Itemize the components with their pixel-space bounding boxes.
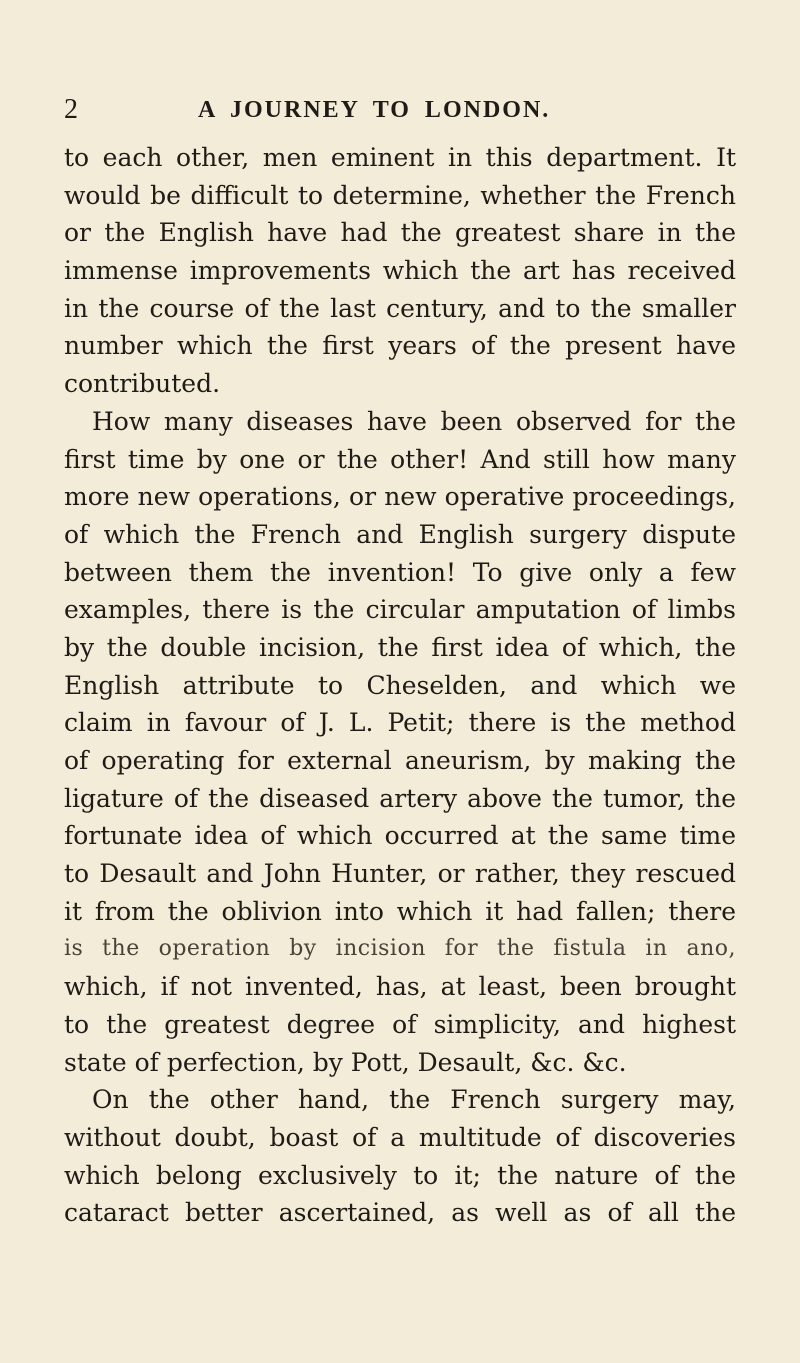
text-line: between them the invention! To give only a few xyxy=(64,557,736,587)
text-line: cataract better ascertained, as well as of all the xyxy=(64,1198,736,1228)
text-line: fortunate idea of which occurred at the same time xyxy=(64,821,736,851)
text-line: English attribute to Cheselden, and which we xyxy=(64,670,736,700)
text-line: by the double incision, the first idea of which, the xyxy=(64,632,736,662)
paragraph-start: How many diseases have been observed for the xyxy=(92,406,736,436)
text-line: is the operation by incision for the fistula in ano, xyxy=(64,936,736,962)
text-line: or the English have had the greatest share in the xyxy=(64,218,736,248)
text-line: of operating for external aneurism, by making the xyxy=(64,746,736,775)
text-line: number which the first years of the present have xyxy=(64,331,736,361)
text-line: which, if not invented, has, at least, been brought xyxy=(64,972,736,1002)
text-line: examples, there is the circular amputation of limbs xyxy=(64,595,736,625)
paragraph-start: On the other hand, the French surgery may, xyxy=(92,1085,736,1115)
text-line: first time by one or the other! And still how many xyxy=(64,444,736,474)
body-text xyxy=(64,139,736,1232)
running-head xyxy=(64,90,744,130)
running-title: A JOURNEY TO LONDON. xyxy=(198,97,551,123)
text-line: of which the French and English surgery dispute xyxy=(64,519,736,549)
text-line: immense improvements which the art has received xyxy=(64,256,736,286)
text-line: without doubt, boast of a multitude of discoveries xyxy=(64,1122,736,1152)
text-line: state of perfection, by Pott, Desault, &c. &c. xyxy=(64,1047,627,1077)
text-line: to each other, men eminent in this department. It xyxy=(64,143,736,172)
text-line: more new operations, or new operative proceedings, xyxy=(64,482,736,512)
page-number: 2 xyxy=(64,94,79,125)
text-line: claim in favour of J. L. Petit; there is the method xyxy=(64,708,736,738)
text-line: in the course of the last century, and to the smaller xyxy=(64,293,736,323)
text-line: ligature of the diseased artery above the tumor, the xyxy=(64,783,736,813)
text-line: it from the oblivion into which it had fallen; there xyxy=(64,896,736,926)
text-line: which belong exclusively to it; the nature of the xyxy=(64,1160,736,1190)
text-line: contributed. xyxy=(64,369,221,399)
text-line: to Desault and John Hunter, or rather, they rescued xyxy=(64,859,736,889)
text-line: to the greatest degree of simplicity, and highest xyxy=(64,1009,736,1039)
text-line: would be difficult to determine, whether the French xyxy=(64,180,736,210)
